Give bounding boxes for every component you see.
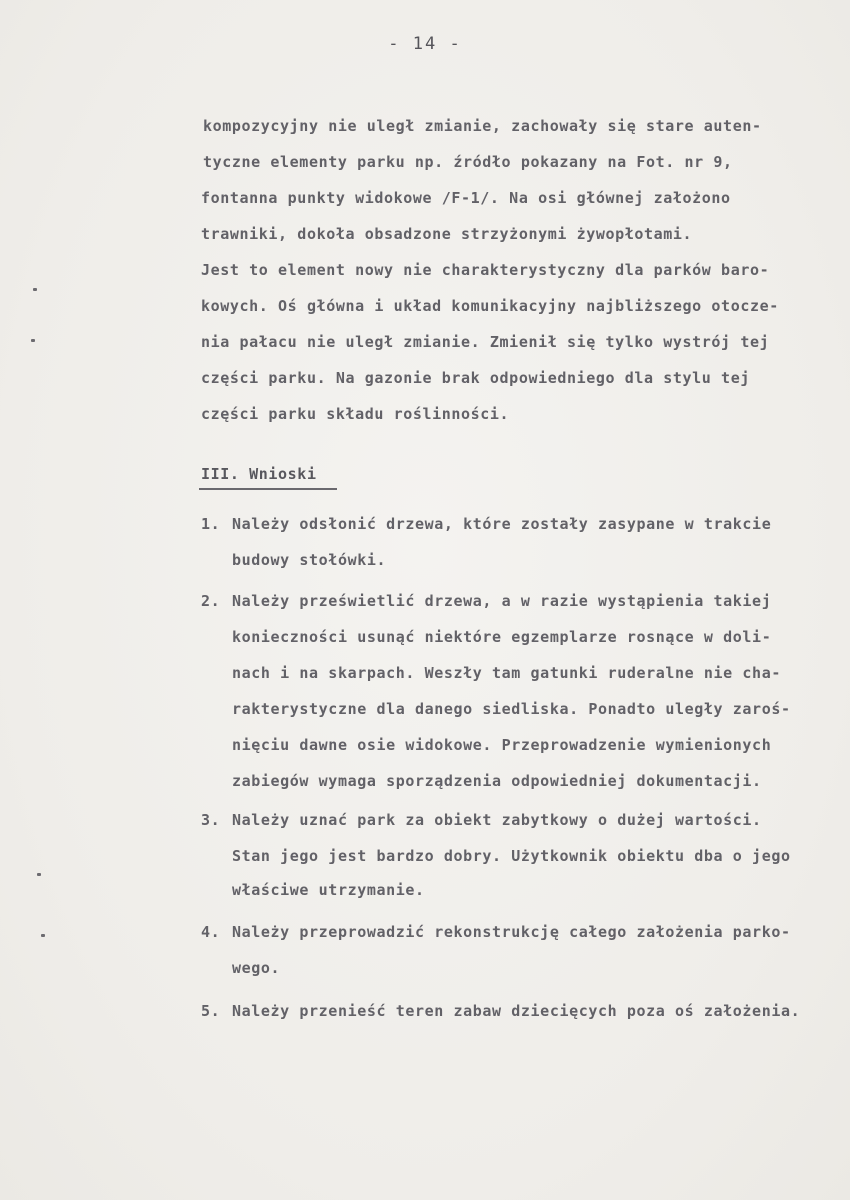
- body-line: nia pałacu nie uległ zmianie. Zmienił się tylko wystrój tej: [201, 333, 770, 351]
- margin-mark: [41, 934, 45, 937]
- conclusion-line: Należy prześwietlić drzewa, a w razie wystąpienia takiej: [232, 592, 772, 610]
- page-number: - 14 -: [388, 34, 462, 54]
- body-line: tyczne elementy parku np. źródło pokazany na Fot. nr 9,: [203, 153, 733, 171]
- conclusion-number: 1.: [201, 515, 221, 533]
- body-line: fontanna punkty widokowe /F-1/. Na osi głównej założono: [201, 189, 731, 207]
- conclusion-number: 5.: [201, 1002, 221, 1020]
- body-line: części parku. Na gazonie brak odpowiedniego dla stylu tej: [201, 369, 750, 387]
- conclusion-number: 2.: [201, 592, 221, 610]
- conclusion-number: 3.: [201, 811, 221, 829]
- conclusion-line: Należy uznać park za obiekt zabytkowy o dużej wartości.: [232, 811, 762, 829]
- heading-underline: [199, 488, 337, 490]
- body-line: kowych. Oś główna i układ komunikacyjny najbliższego otocze-: [201, 297, 779, 315]
- conclusion-line: nach i na skarpach. Weszły tam gatunki ruderalne nie cha-: [232, 664, 781, 682]
- margin-mark: [37, 873, 41, 876]
- conclusion-line: Należy przenieść teren zabaw dziecięcych poza oś założenia.: [232, 1002, 801, 1020]
- conclusion-line: wego.: [232, 959, 281, 977]
- conclusion-number: 4.: [201, 923, 221, 941]
- margin-mark: [33, 288, 37, 291]
- conclusion-line: konieczności usunąć niektóre egzemplarze rosnące w doli-: [232, 628, 772, 646]
- margin-mark: [31, 339, 35, 342]
- section-heading: III. Wnioski: [201, 465, 317, 483]
- body-line: trawniki, dokoła obsadzone strzyżonymi żywopłotami.: [201, 225, 693, 243]
- conclusion-line: Należy przeprowadzić rekonstrukcję całego założenia parko-: [232, 923, 791, 941]
- conclusion-line: Należy odsłonić drzewa, które zostały zasypane w trakcie: [232, 515, 772, 533]
- conclusion-line: rakterystyczne dla danego siedliska. Ponadto uległy zaroś-: [232, 700, 791, 718]
- conclusion-line: właściwe utrzymanie.: [232, 881, 425, 899]
- body-line: części parku składu roślinności.: [201, 405, 510, 423]
- conclusion-line: budowy stołówki.: [232, 551, 387, 569]
- body-line: kompozycyjny nie uległ zmianie, zachowały się stare auten-: [203, 117, 762, 135]
- conclusion-line: nięciu dawne osie widokowe. Przeprowadzenie wymienionych: [232, 736, 772, 754]
- conclusion-line: zabiegów wymaga sporządzenia odpowiedniej dokumentacji.: [232, 772, 762, 790]
- body-line: Jest to element nowy nie charakterystyczny dla parków baro-: [201, 261, 770, 279]
- conclusion-line: Stan jego jest bardzo dobry. Użytkownik obiektu dba o jego: [232, 847, 791, 865]
